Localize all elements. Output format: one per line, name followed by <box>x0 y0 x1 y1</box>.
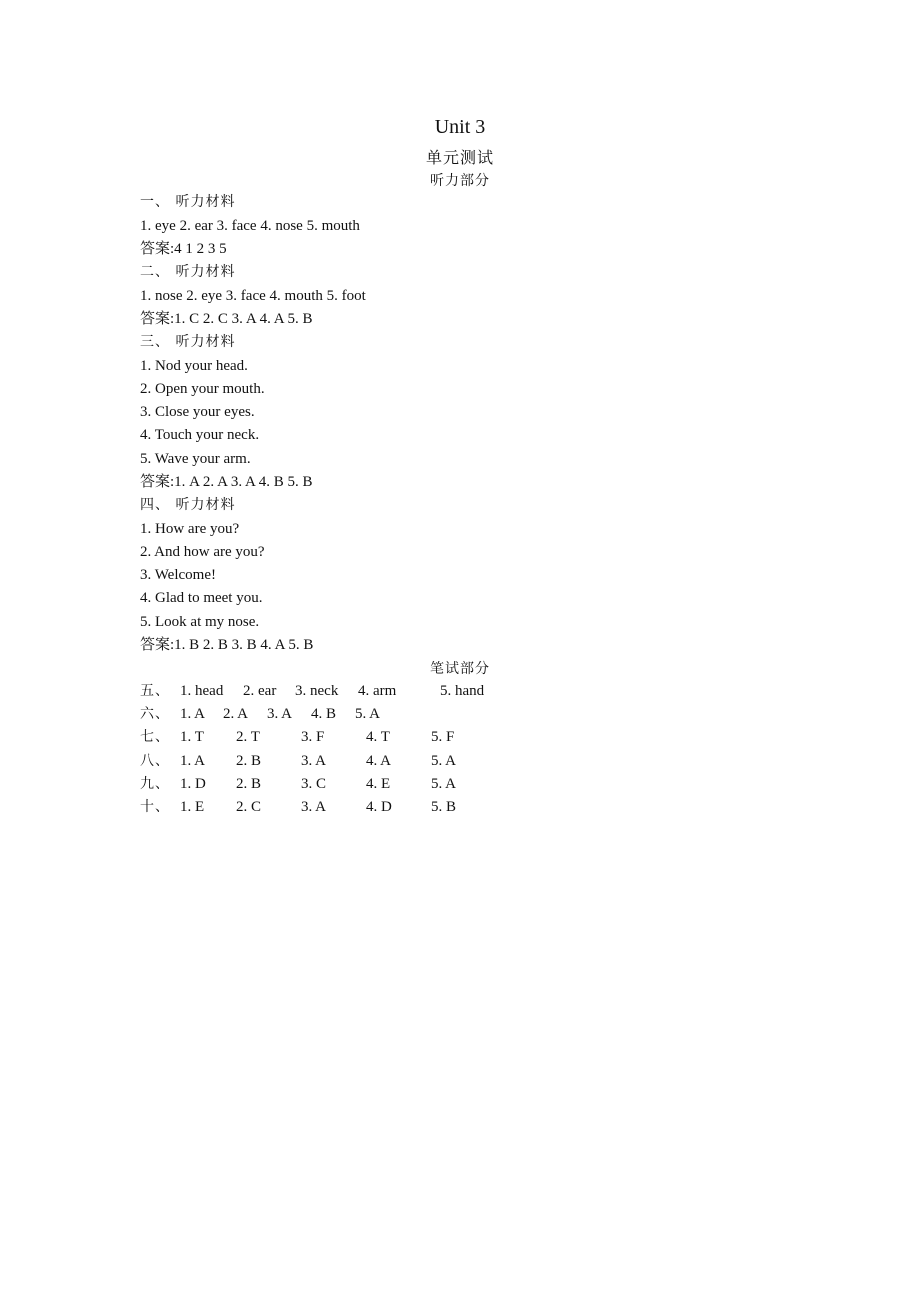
question-number: 八、 <box>140 753 170 769</box>
writing-part-heading: 笔试部分 <box>430 661 490 677</box>
listening-material-line: 5. Look at my nose. <box>140 614 260 630</box>
answer-item: 1. head <box>180 683 224 699</box>
answer-item: 3. neck <box>295 683 339 699</box>
listening-material-line: 1. Nod your head. <box>140 358 248 374</box>
listening-material-line: 3. Close your eyes. <box>140 404 255 420</box>
answer-item: 1. A <box>180 753 206 769</box>
answer-item: 5. B <box>431 799 457 815</box>
question-number: 六、 <box>140 706 170 722</box>
answer-item: 2. C <box>236 799 262 815</box>
answer-item: 2. B <box>236 776 262 792</box>
answer-item: 4. B <box>311 706 337 722</box>
answer-item: 4. D <box>366 799 392 815</box>
section-heading: 二、 听力材料 <box>140 264 236 280</box>
answer-item: 4. E <box>366 776 391 792</box>
listening-material-line: 4. Glad to meet you. <box>140 590 263 606</box>
answer-item: 3. F <box>301 729 325 745</box>
answer-item: 4. A <box>366 753 392 769</box>
listening-material-line: 2. And how are you? <box>140 544 265 560</box>
question-number: 七、 <box>140 729 170 745</box>
answer-item: 4. T <box>366 729 390 745</box>
answer-item: 3. C <box>301 776 327 792</box>
answer-line: 答案:4 1 2 3 5 <box>140 241 227 257</box>
answer-item: 2. ear <box>243 683 277 699</box>
answer-item: 3. A <box>301 799 327 815</box>
document-subtitle: 单元测试 <box>425 148 494 167</box>
listening-material-line: 1. eye 2. ear 3. face 4. nose 5. mouth <box>140 218 360 234</box>
listening-material-line: 4. Touch your neck. <box>140 427 260 443</box>
listening-material-line: 3. Welcome! <box>140 567 216 583</box>
answer-item: 2. A <box>223 706 249 722</box>
answer-item: 1. D <box>180 776 206 792</box>
answer-item: 5. A <box>355 706 381 722</box>
listening-material-line: 1. nose 2. eye 3. face 4. mouth 5. foot <box>140 288 366 304</box>
question-number: 五、 <box>140 683 170 699</box>
answer-item: 1. T <box>180 729 204 745</box>
section-heading: 四、 听力材料 <box>140 497 236 513</box>
listening-part-heading: 听力部分 <box>430 173 490 189</box>
section-heading: 一、 听力材料 <box>140 194 236 210</box>
document-title: Unit 3 <box>434 116 486 138</box>
listening-material-line: 2. Open your mouth. <box>140 381 265 397</box>
answer-item: 3. A <box>301 753 327 769</box>
answer-item: 1. E <box>180 799 205 815</box>
answer-line: 答案:1. B 2. B 3. B 4. A 5. B <box>140 637 314 653</box>
section-heading: 三、 听力材料 <box>140 334 236 350</box>
listening-material-line: 1. How are you? <box>140 521 240 537</box>
answer-item: 5. A <box>431 753 457 769</box>
listening-material-line: 5. Wave your arm. <box>140 451 251 467</box>
answer-item: 1. A <box>180 706 206 722</box>
answer-item: 4. arm <box>358 683 397 699</box>
answer-item: 2. T <box>236 729 260 745</box>
answer-item: 5. hand <box>440 683 485 699</box>
answer-item: 2. B <box>236 753 262 769</box>
answer-item: 5. A <box>431 776 457 792</box>
answer-item: 3. A <box>267 706 293 722</box>
question-number: 十、 <box>140 799 170 815</box>
answer-item: 5. F <box>431 729 455 745</box>
answer-line: 答案:1. C 2. C 3. A 4. A 5. B <box>140 311 313 327</box>
question-number: 九、 <box>140 776 170 792</box>
answer-line: 答案:1. A 2. A 3. A 4. B 5. B <box>140 474 313 490</box>
